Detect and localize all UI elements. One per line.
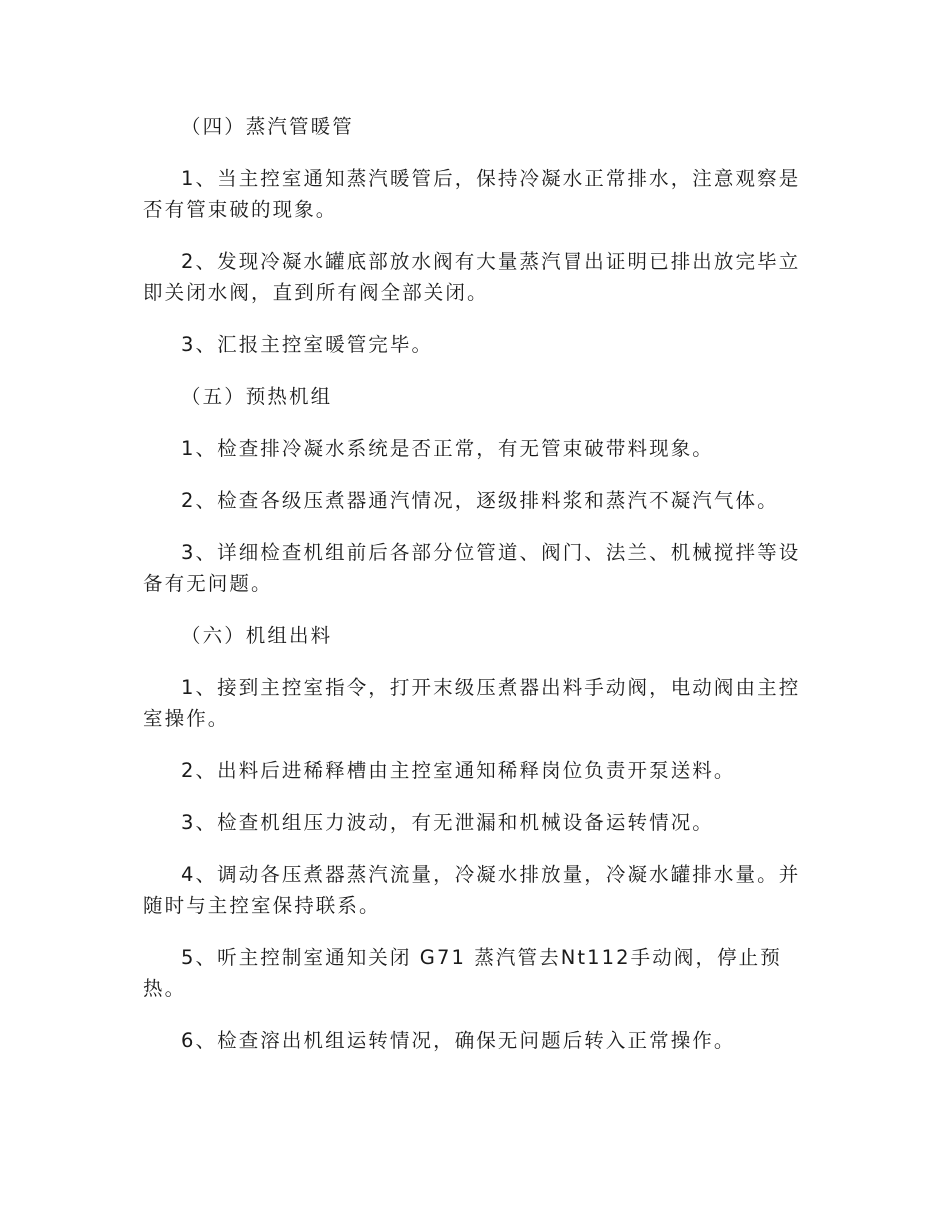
section-5-item-2: 2、检查各级压煮器通汽情况，逐级排料浆和蒸汽不凝汽气体。 — [181, 489, 779, 512]
section-heading-6: （六）机组出料 — [181, 624, 333, 647]
section-6-item-1: 1、接到主控室指令，打开末级压煮器出料手动阀，电动阀由主控室操作。 — [143, 676, 801, 730]
section-6-item-5: 5、听主控制室通知关闭 G71 蒸汽管去Nt112手动阀，停止预热。 — [143, 946, 782, 1000]
section-5-item-1: 1、检查排冷凝水系统是否正常，有无管束破带料现象。 — [181, 437, 714, 460]
section-6-item-2: 2、出料后进稀释槽由主控室通知稀释岗位负责开泵送料。 — [181, 759, 736, 782]
section-6-item-3: 3、检查机组压力波动，有无泄漏和机械设备运转情况。 — [181, 811, 714, 834]
section-heading-5: （五）预热机组 — [181, 385, 333, 408]
section-6-item-6: 6、检查溶出机组运转情况，确保无问题后转入正常操作。 — [181, 1029, 736, 1052]
section-6-item-4: 4、调动各压煮器蒸汽流量，冷凝水排放量，冷凝水罐排水量。并随时与主控室保持联系。 — [143, 863, 801, 917]
document-body — [143, 111, 808, 1077]
section-heading-4: （四）蒸汽管暖管 — [181, 115, 354, 138]
section-4-item-3: 3、汇报主控室暖管完毕。 — [181, 333, 434, 356]
section-4-item-1: 1、当主控室通知蒸汽暖管后，保持冷凝水正常排水，注意观察是否有管束破的现象。 — [143, 167, 801, 221]
section-5-item-3: 3、详细检查机组前后各部分位管道、阀门、法兰、机械搅拌等设备有无问题。 — [143, 541, 801, 595]
section-4-item-2: 2、发现冷凝水罐底部放水阀有大量蒸汽冒出证明已排出放完毕立即关闭水阀，直到所有阀全部关闭。 — [143, 250, 801, 304]
